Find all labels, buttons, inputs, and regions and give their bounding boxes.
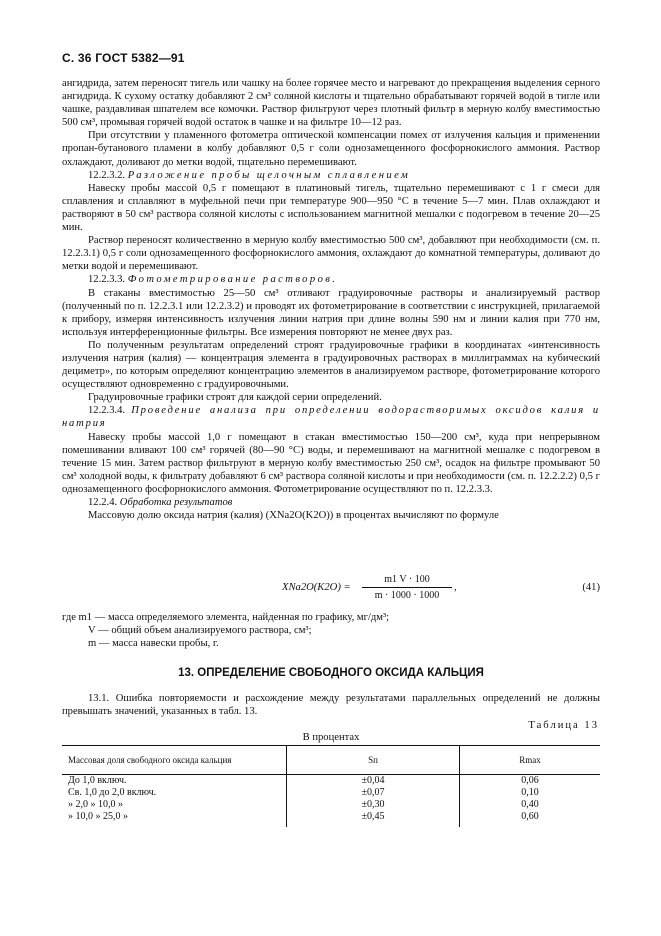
table-cell: 0,06 (459, 775, 600, 788)
table-cell: ±0,45 (287, 811, 460, 827)
subsection-number: 12.2.3.3. (88, 274, 126, 286)
table-cell: » 2,0 » 10,0 » (68, 799, 123, 810)
table-cell: Св. 1,0 до 2,0 включ. (68, 787, 157, 798)
paragraph: Навеску пробы массой 1,0 г помещают в стакан вместимостью 150—200 см³, куда при непрерывном помешивании вливают 100 см³ горячей (80—90 °С) воды, и перемешивают на магнитной мешалке с подогревом в течение 15 мин. Затем раствор фильтруют в мерную колбу вместимостью 250 см³, осадок на фильтре промывают 50 см³ холодной воды, к фильтрату добавляют 6 см³ раствора соляной кислоты и при необходимости (см. п. 12.2.2.2) 0,5 г однозамещенного фосфорнокислого аммония. Фотометрирование осуществляют по п. 12.2.3.3. (62, 431, 600, 495)
table-cell: 0,40 (459, 799, 600, 811)
paragraph: При отсутствии у пламенного фотометра оптической компенсации помех от излучения кальция и применении пропан-бутанового пламени в колбу добавляют 0,5 г соли однозамещенного фосфорнокислого аммония. Раствор охлаждают, доливают до метки водой, тщательно перемешивают. (62, 130, 600, 168)
page-header: С. 36 ГОСТ 5382—91 (62, 51, 185, 65)
table-cell: До 1,0 включ. (68, 775, 127, 786)
subsection-title: Фотометрирование растворов. (127, 274, 338, 286)
paragraph: 13.1. Ошибка повторяемости и расхождение между результатами параллельных определений не должны превышать значений, указанных в табл. 13. (62, 693, 600, 718)
table-cell: » 10,0 » 25,0 » (68, 811, 128, 822)
formula (62, 573, 600, 603)
where-line: V — общий объем анализируемого раствора, см³; (88, 625, 312, 637)
table-units: В процентах (302, 732, 360, 743)
table-cell: ±0,07 (287, 787, 460, 799)
body-text-top (62, 77, 600, 522)
subsection-number: 12.2.4. (88, 497, 118, 508)
formula-denominator: m · 1000 · 1000 (374, 590, 440, 602)
column-header: Sп (287, 746, 460, 775)
formula-fraction (362, 573, 452, 602)
subsection-heading (62, 169, 600, 182)
paragraph: Массовую долю оксида натрия (калия) (XNa2O(K2O)) в процентах вычисляют по формуле (88, 510, 499, 522)
where-list (62, 611, 600, 650)
section-title: 13. ОПРЕДЕЛЕНИЕ СВОБОДНОГО ОКСИДА КАЛЬЦИЯ (178, 667, 484, 679)
table-cell: 0,60 (459, 811, 600, 827)
table-cell: ±0,30 (287, 799, 460, 811)
formula-numerator: m1 V · 100 (362, 573, 452, 588)
subsection-heading (62, 496, 600, 509)
section-text (62, 692, 600, 718)
paragraph: Раствор переносят количественно в мерную колбу вместимостью 500 см³, добавляют при необходимости (см. п. 12.2.3.1) 0,5 г соли однозамещенного фосфорнокислого аммония, охлаждают до комнатной температуры, доливают до метки водой и перемешивают. (62, 235, 600, 273)
table-row (62, 775, 600, 788)
equation-number: (41) (582, 582, 600, 593)
subsection-title: Разложение пробы щелочным сплавлением (127, 169, 411, 181)
column-header: Массовая доля свободного оксида кальция (62, 746, 287, 775)
formula-lhs: XNa2O(K2O) = (282, 582, 351, 593)
paragraph: По полученным результатам определений строят градуировочные графики в координатах «интенсивность излучения натрия (калия) — концентрация элемента в градуировочных растворах в миллиграммах на кубический дециметр», по которым определяют концентрацию элементов в анализируемом растворе, фотометрирование которого осуществляют одновременно с градуировочными. (62, 339, 600, 391)
paragraph: ангидрида, затем переносят тигель или чашку на более горячее место и нагревают до прекращения выделения серного ангидрида. К сухому остатку добавляют 2 см³ соляной кислоты и тщательно обрабатывают горячей водой в тигле или чашке, раздавливая шпателем все комочки. Раствор фильтруют через плотный фильтр в мерную колбу вместимостью 500 см³, промывая горячей водой остаток в чашке и на фильтре 10—12 раз. (62, 78, 600, 129)
subsection-number: 12.2.3.2. (88, 169, 126, 181)
paragraph: Градуировочные графики строят для каждой серии определений. (88, 392, 382, 404)
table-row (62, 799, 600, 811)
paragraph: Навеску пробы массой 0,5 г помещают в платиновый тигель, тщательно перемешивают с 1 г смеси для сплавления и сплавляют в муфельной печи при температуре 900—950 °С в течение 5—7 мин. Плав охлаждают и растворяют в 50 см³ раствора соляной кислоты с использованием магнитной мешалки с подогревом в течение 20—25 мин. (62, 182, 600, 234)
formula-comma: , (454, 582, 457, 593)
paragraph: В стаканы вместимостью 25—50 см³ отливают градуировочные растворы и анализируемый раствор (полученный по п. 12.2.3.1 или 12.2.3.2) и проводят их фотометрирование в соответствии с инструкцией, прилагаемой к прибору, измеряя интенсивность излучения линии натрия при длине волны 590 нм и линии калия при 770 нм, используя интерференционные фильтры. Все измерения повторяют не менее двух раз. (62, 287, 600, 338)
subsection-title: Обработка результатов (119, 497, 233, 508)
formula-block (62, 573, 600, 605)
table-row (62, 787, 600, 799)
subsection-heading (62, 404, 600, 430)
table-cell: ±0,04 (287, 775, 460, 788)
table-cell: 0,10 (459, 787, 600, 799)
subsection-title: Проведение анализа при определении водорастворимых оксидов калия и натрия (62, 405, 600, 430)
data-table (62, 745, 600, 827)
where-line: m — масса навески пробы, г. (88, 638, 219, 650)
table-header-row (62, 746, 600, 775)
table-caption: Таблица 13 (528, 720, 599, 731)
column-header: Rmax (459, 746, 600, 775)
where-line: где m1 — масса определяемого элемента, найденная по графику, мг/дм³; (62, 612, 390, 623)
subsection-number: 12.2.3.4. (88, 405, 126, 417)
subsection-heading (62, 273, 600, 286)
table-row (62, 811, 600, 827)
